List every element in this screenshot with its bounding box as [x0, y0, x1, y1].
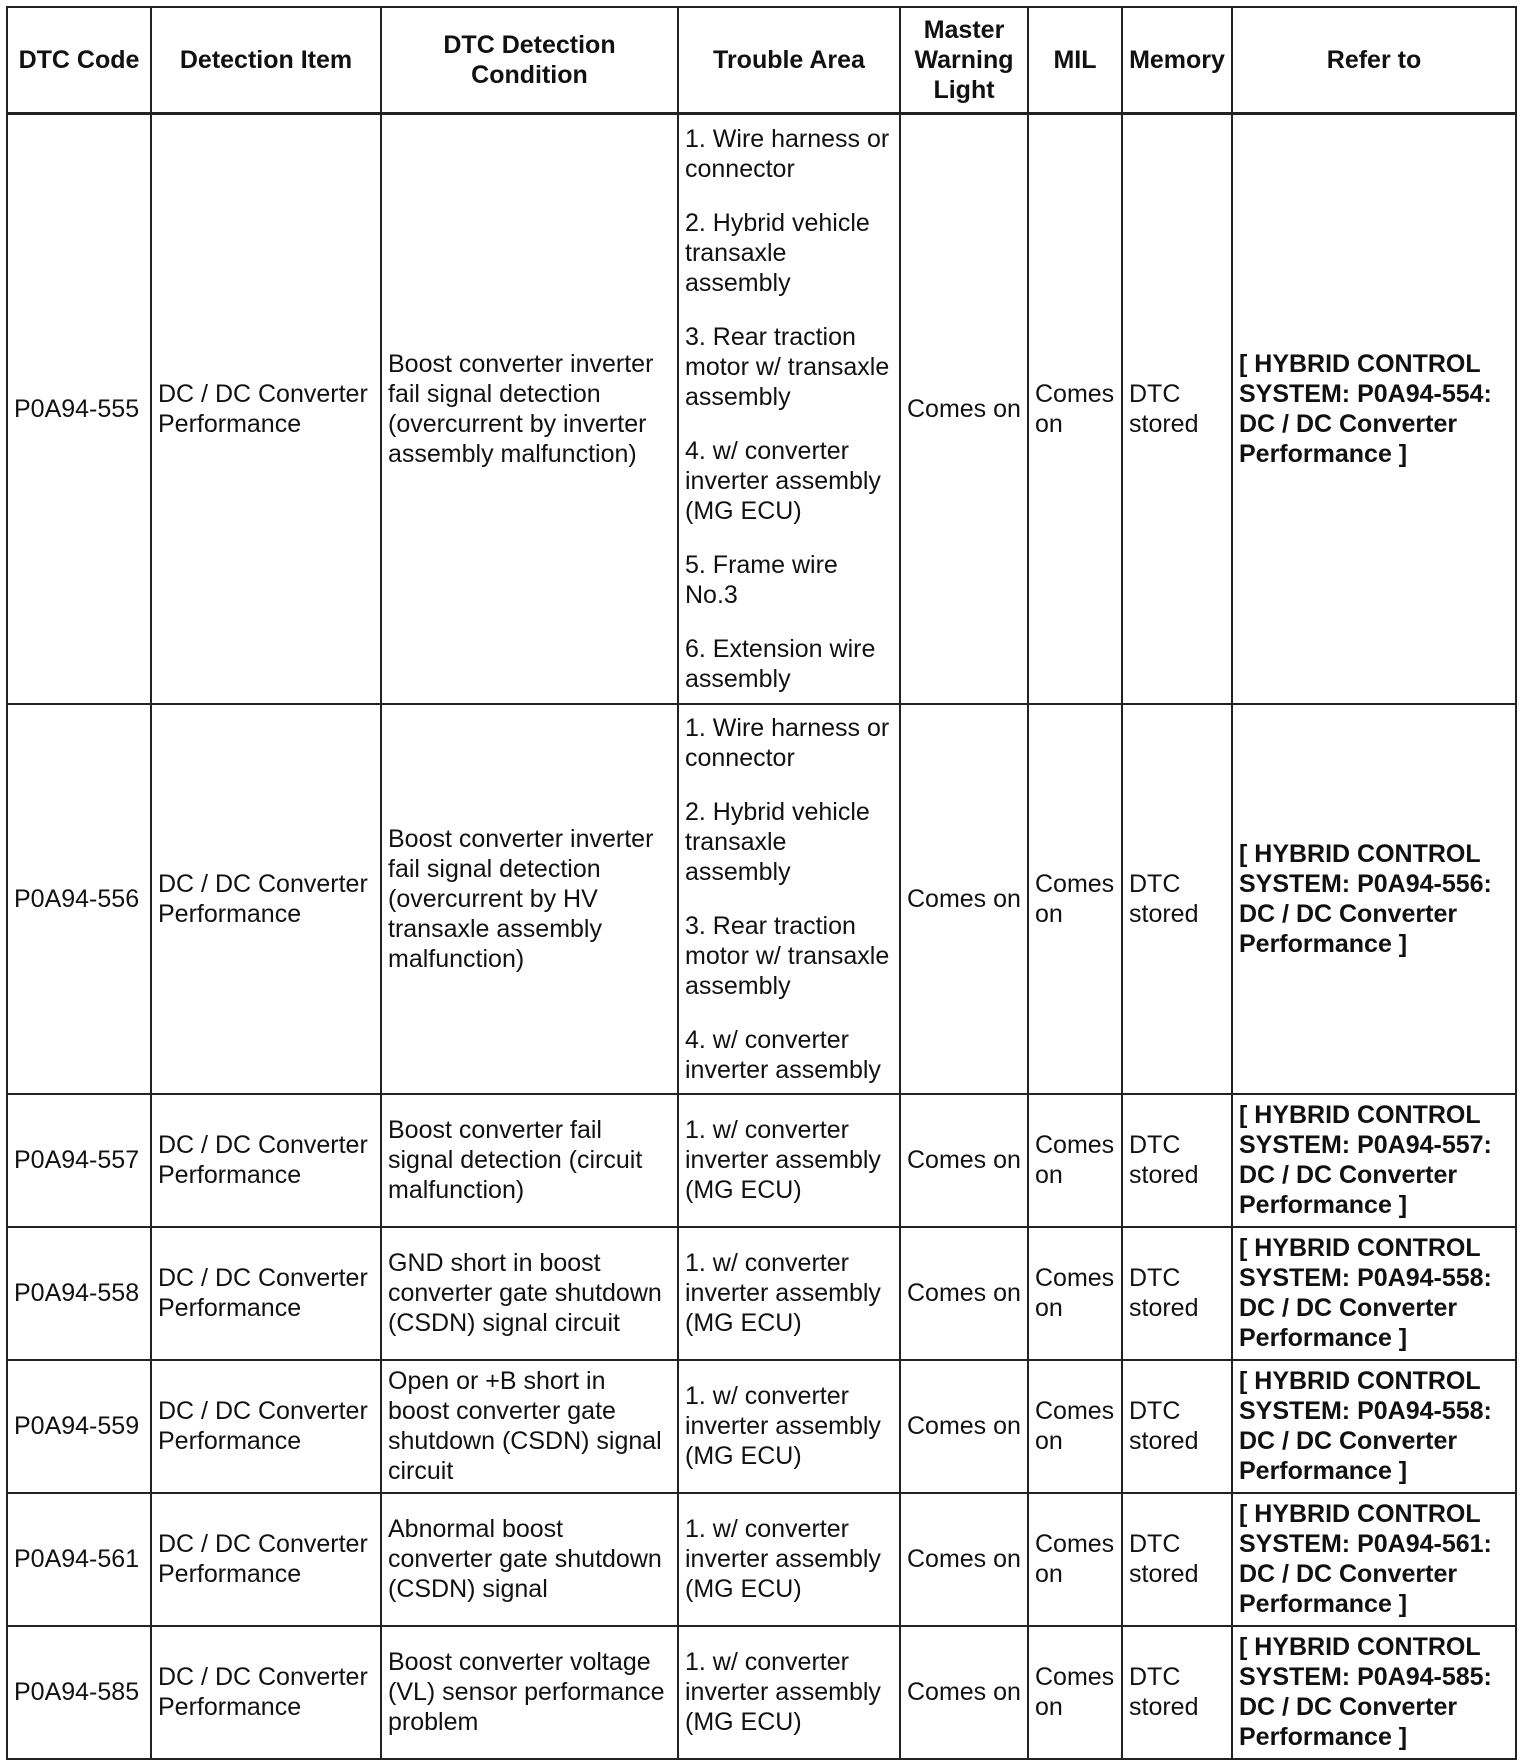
- trouble-area-item: 1. w/ converter inverter assembly (MG ECU): [685, 1382, 881, 1470]
- mil-cell: Comes on: [1028, 1094, 1122, 1227]
- memory-cell: DTC stored: [1122, 1227, 1232, 1360]
- dtc-code-cell: P0A94-555: [7, 114, 151, 704]
- trouble-area-item: 4. w/ converter inverter assembly: [685, 1025, 881, 1084]
- refer-to-cell: [ HYBRID CONTROL SYSTEM: P0A94-558: DC / DC Converter Performance ]: [1232, 1360, 1516, 1493]
- table-row: [7, 1626, 1516, 1759]
- mil-cell: Comes on: [1028, 1227, 1122, 1360]
- header-memory: Memory: [1122, 7, 1232, 114]
- detection-condition-cell: Boost converter voltage (VL) sensor performance problem: [381, 1626, 678, 1759]
- dtc-code-cell: P0A94-561: [7, 1493, 151, 1626]
- trouble-area-item: 4. w/ converter inverter assembly (MG ECU): [685, 436, 881, 525]
- master-warning-cell: Comes on: [900, 1493, 1028, 1626]
- detection-condition-cell: Boost converter inverter fail signal detection (overcurrent by HV transaxle assembly malfunction): [381, 704, 678, 1094]
- trouble-area-cell: [678, 1094, 900, 1227]
- trouble-area-cell: [678, 1360, 900, 1493]
- refer-to-cell: [ HYBRID CONTROL SYSTEM: P0A94-561: DC / DC Converter Performance ]: [1232, 1493, 1516, 1626]
- dtc-code-cell: P0A94-558: [7, 1227, 151, 1360]
- header-trouble-area: Trouble Area: [678, 7, 900, 114]
- trouble-area-item: 1. w/ converter inverter assembly (MG ECU): [685, 1515, 881, 1603]
- memory-cell: DTC stored: [1122, 704, 1232, 1094]
- master-warning-cell: Comes on: [900, 1227, 1028, 1360]
- memory-cell: DTC stored: [1122, 1360, 1232, 1493]
- detection-item-cell: DC / DC Converter Performance: [151, 1360, 381, 1493]
- dtc-code-cell: P0A94-556: [7, 704, 151, 1094]
- detection-item-cell: DC / DC Converter Performance: [151, 1493, 381, 1626]
- master-warning-cell: Comes on: [900, 704, 1028, 1094]
- trouble-area-item: 5. Frame wire No.3: [685, 550, 838, 609]
- table-row: [7, 1360, 1516, 1493]
- header-detection-condition: DTC Detection Condition: [381, 7, 678, 114]
- refer-to-cell: [ HYBRID CONTROL SYSTEM: P0A94-556: DC / DC Converter Performance ]: [1232, 704, 1516, 1094]
- trouble-area-cell: [678, 1626, 900, 1759]
- detection-condition-cell: GND short in boost converter gate shutdown (CSDN) signal circuit: [381, 1227, 678, 1360]
- trouble-area-cell: [678, 114, 900, 704]
- trouble-area-item: 3. Rear traction motor w/ transaxle assembly: [685, 911, 890, 1000]
- memory-cell: DTC stored: [1122, 1493, 1232, 1626]
- header-row: [7, 7, 1516, 114]
- trouble-area-cell: [678, 1493, 900, 1626]
- header-dtc-code: DTC Code: [7, 7, 151, 114]
- dtc-table: [6, 6, 1517, 1760]
- dtc-code-cell: P0A94-559: [7, 1360, 151, 1493]
- refer-to-cell: [ HYBRID CONTROL SYSTEM: P0A94-585: DC / DC Converter Performance ]: [1232, 1626, 1516, 1759]
- detection-condition-cell: Abnormal boost converter gate shutdown (CSDN) signal: [381, 1493, 678, 1626]
- header-refer-to: Refer to: [1232, 7, 1516, 114]
- detection-item-cell: DC / DC Converter Performance: [151, 1227, 381, 1360]
- header-master-warning-light: Master Warning Light: [900, 7, 1028, 114]
- detection-condition-cell: Boost converter inverter fail signal detection (overcurrent by inverter assembly malfunction): [381, 114, 678, 704]
- header-detection-item: Detection Item: [151, 7, 381, 114]
- detection-item-cell: DC / DC Converter Performance: [151, 1626, 381, 1759]
- refer-to-cell: [ HYBRID CONTROL SYSTEM: P0A94-557: DC / DC Converter Performance ]: [1232, 1094, 1516, 1227]
- detection-item-cell: DC / DC Converter Performance: [151, 704, 381, 1094]
- detection-condition-cell: Boost converter fail signal detection (circuit malfunction): [381, 1094, 678, 1227]
- mil-cell: Comes on: [1028, 114, 1122, 704]
- trouble-area-item: 2. Hybrid vehicle transaxle assembly: [685, 797, 870, 886]
- master-warning-cell: Comes on: [900, 114, 1028, 704]
- trouble-area-item: 1. Wire harness or connector: [685, 713, 890, 772]
- detection-item-cell: DC / DC Converter Performance: [151, 114, 381, 704]
- mil-cell: Comes on: [1028, 1493, 1122, 1626]
- mil-cell: Comes on: [1028, 1626, 1122, 1759]
- refer-to-cell: [ HYBRID CONTROL SYSTEM: P0A94-558: DC / DC Converter Performance ]: [1232, 1227, 1516, 1360]
- trouble-area-item: 1. Wire harness or connector: [685, 124, 890, 183]
- detection-item-cell: DC / DC Converter Performance: [151, 1094, 381, 1227]
- table-row: [7, 704, 1516, 1094]
- refer-to-cell: [ HYBRID CONTROL SYSTEM: P0A94-554: DC / DC Converter Performance ]: [1232, 114, 1516, 704]
- trouble-area-item: 6. Extension wire assembly: [685, 634, 876, 693]
- trouble-area-item: 1. w/ converter inverter assembly (MG ECU): [685, 1648, 881, 1736]
- table-row: [7, 114, 1516, 704]
- master-warning-cell: Comes on: [900, 1360, 1028, 1493]
- trouble-area-item: 2. Hybrid vehicle transaxle assembly: [685, 208, 870, 297]
- trouble-area-item: 1. w/ converter inverter assembly (MG ECU): [685, 1116, 881, 1204]
- trouble-area-item: 1. w/ converter inverter assembly (MG ECU): [685, 1249, 881, 1337]
- trouble-area-cell: [678, 1227, 900, 1360]
- memory-cell: DTC stored: [1122, 1094, 1232, 1227]
- master-warning-cell: Comes on: [900, 1626, 1028, 1759]
- dtc-code-cell: P0A94-585: [7, 1626, 151, 1759]
- memory-cell: DTC stored: [1122, 1626, 1232, 1759]
- trouble-area-cell: [678, 704, 900, 1094]
- table-row: [7, 1493, 1516, 1626]
- table-row: [7, 1094, 1516, 1227]
- detection-condition-cell: Open or +B short in boost converter gate shutdown (CSDN) signal circuit: [381, 1360, 678, 1493]
- memory-cell: DTC stored: [1122, 114, 1232, 704]
- master-warning-cell: Comes on: [900, 1094, 1028, 1227]
- trouble-area-item: 3. Rear traction motor w/ transaxle assembly: [685, 322, 890, 411]
- mil-cell: Comes on: [1028, 704, 1122, 1094]
- dtc-code-cell: P0A94-557: [7, 1094, 151, 1227]
- table-row: [7, 1227, 1516, 1360]
- mil-cell: Comes on: [1028, 1360, 1122, 1493]
- header-mil: MIL: [1028, 7, 1122, 114]
